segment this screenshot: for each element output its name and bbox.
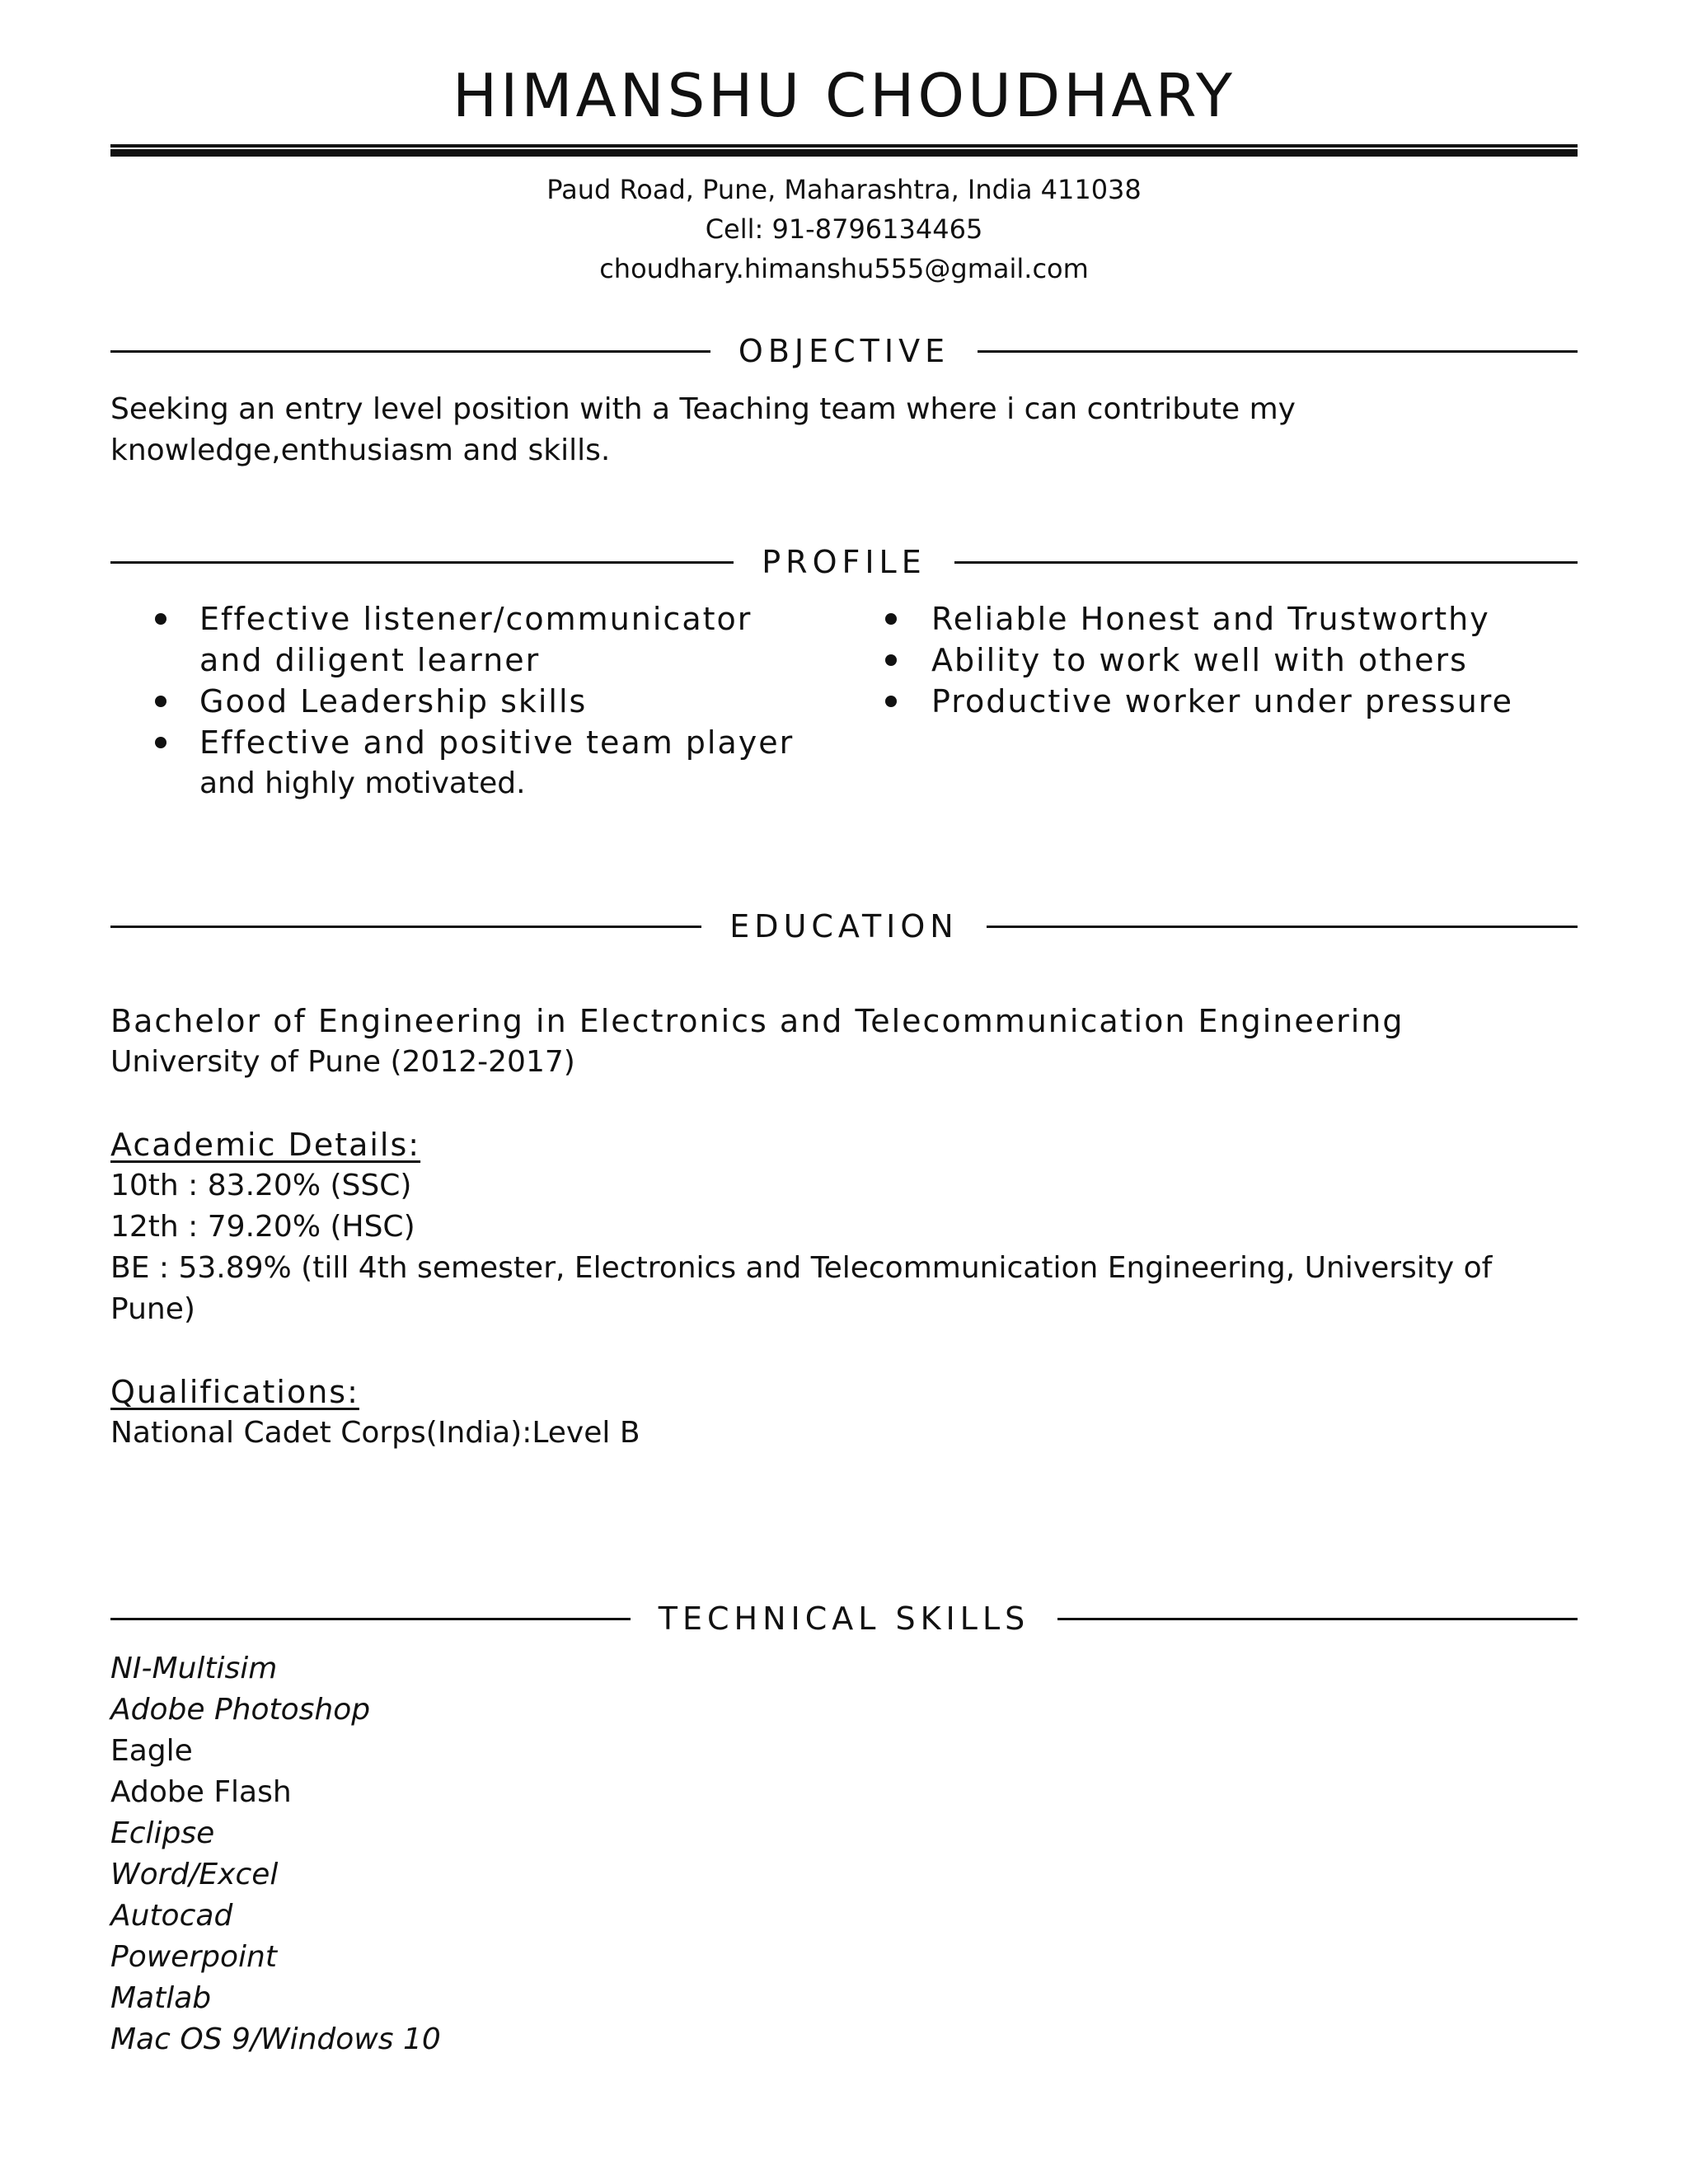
skill-item: Eagle	[110, 1734, 193, 1768]
qualifications-block	[110, 1371, 1578, 1454]
qualifications-heading: Qualifications:	[110, 1374, 359, 1410]
profile-item-text: and highly motivated.	[199, 766, 526, 800]
skills-heading	[110, 1594, 1578, 1643]
skill-item: Adobe Flash	[110, 1775, 292, 1809]
profile-item-text: Reliable Honest and Trustworthy	[931, 601, 1490, 637]
degree-block	[110, 1001, 1578, 1083]
divider-line	[978, 350, 1578, 353]
bullet-icon	[155, 737, 166, 748]
academic-details-block	[110, 1124, 1578, 1330]
bullet-icon	[155, 613, 166, 625]
list-item	[110, 722, 852, 804]
header-rule-thick	[110, 149, 1578, 157]
list-item	[110, 598, 852, 681]
objective-heading	[110, 326, 1578, 376]
divider-line	[954, 561, 1578, 564]
skill-item: Adobe Photoshop	[110, 1693, 371, 1727]
objective-text	[110, 389, 1578, 471]
skill-item: Word/Excel	[110, 1858, 279, 1891]
profile-item-text: Effective and positive team player	[199, 724, 795, 761]
header-rule-thin	[110, 144, 1578, 148]
skill-item: Mac OS 9/Windows 10	[110, 2022, 441, 2056]
list-item	[110, 681, 852, 722]
profile-list-left	[110, 598, 852, 804]
email: choudhary.himanshu555@gmail.com	[599, 253, 1089, 284]
academic-line: BE : 53.89% (till 4th semester, Electronics and Telecommunication Engineering, University of	[110, 1251, 1493, 1285]
list-item	[842, 640, 1584, 681]
skill-item: Matlab	[110, 1981, 212, 2015]
university: University of Pune (2012-2017)	[110, 1045, 575, 1079]
bullet-icon	[885, 696, 897, 707]
bullet-icon	[885, 654, 897, 666]
profile-item-text: Productive worker under pressure	[931, 683, 1513, 719]
list-item	[842, 598, 1584, 640]
education-heading	[110, 902, 1578, 951]
academic-line: 10th : 83.20% (SSC)	[110, 1169, 412, 1202]
bullet-icon	[155, 696, 166, 707]
address: Paud Road, Pune, Maharashtra, India 411038	[546, 174, 1142, 205]
skill-item: Autocad	[110, 1899, 233, 1933]
skill-item: Eclipse	[110, 1816, 215, 1850]
academic-line: 12th : 79.20% (HSC)	[110, 1210, 415, 1244]
objective-line: Seeking an entry level position with a Teaching team where i can contribute my	[110, 392, 1296, 426]
profile-item-text: and diligent learner	[199, 642, 541, 678]
profile-item-text: Ability to work well with others	[931, 642, 1468, 678]
contact-info	[0, 170, 1688, 288]
section-title: TECHNICAL SKILLS	[658, 1601, 1030, 1637]
divider-line	[110, 926, 701, 928]
profile-heading	[110, 537, 1578, 587]
divider-line	[110, 561, 734, 564]
divider-line	[110, 350, 710, 353]
divider-line	[110, 1618, 631, 1620]
candidate-name: HIMANSHU CHOUDHARY	[452, 61, 1236, 130]
profile-list-right	[842, 598, 1584, 722]
section-title: EDUCATION	[729, 908, 959, 944]
divider-line	[1057, 1618, 1578, 1620]
skill-item: Powerpoint	[110, 1940, 277, 1974]
cell-phone: Cell: 91-8796134465	[705, 213, 983, 245]
divider-line	[987, 926, 1578, 928]
qualification-line: National Cadet Corps(India):Level B	[110, 1416, 640, 1450]
academic-line: Pune)	[110, 1292, 195, 1326]
section-title: PROFILE	[762, 544, 926, 580]
section-title: OBJECTIVE	[738, 333, 950, 369]
academic-details-heading: Academic Details:	[110, 1127, 421, 1163]
skill-item: NI-Multisim	[110, 1652, 278, 1685]
profile-item-text: Good Leadership skills	[199, 683, 588, 719]
list-item	[842, 681, 1584, 722]
bullet-icon	[885, 613, 897, 625]
skills-list	[110, 1648, 441, 2060]
degree-title: Bachelor of Engineering in Electronics and Telecommunication Engineering	[110, 1003, 1404, 1039]
objective-line: knowledge,enthusiasm and skills.	[110, 434, 611, 467]
profile-item-text: Effective listener/communicator	[199, 601, 753, 637]
